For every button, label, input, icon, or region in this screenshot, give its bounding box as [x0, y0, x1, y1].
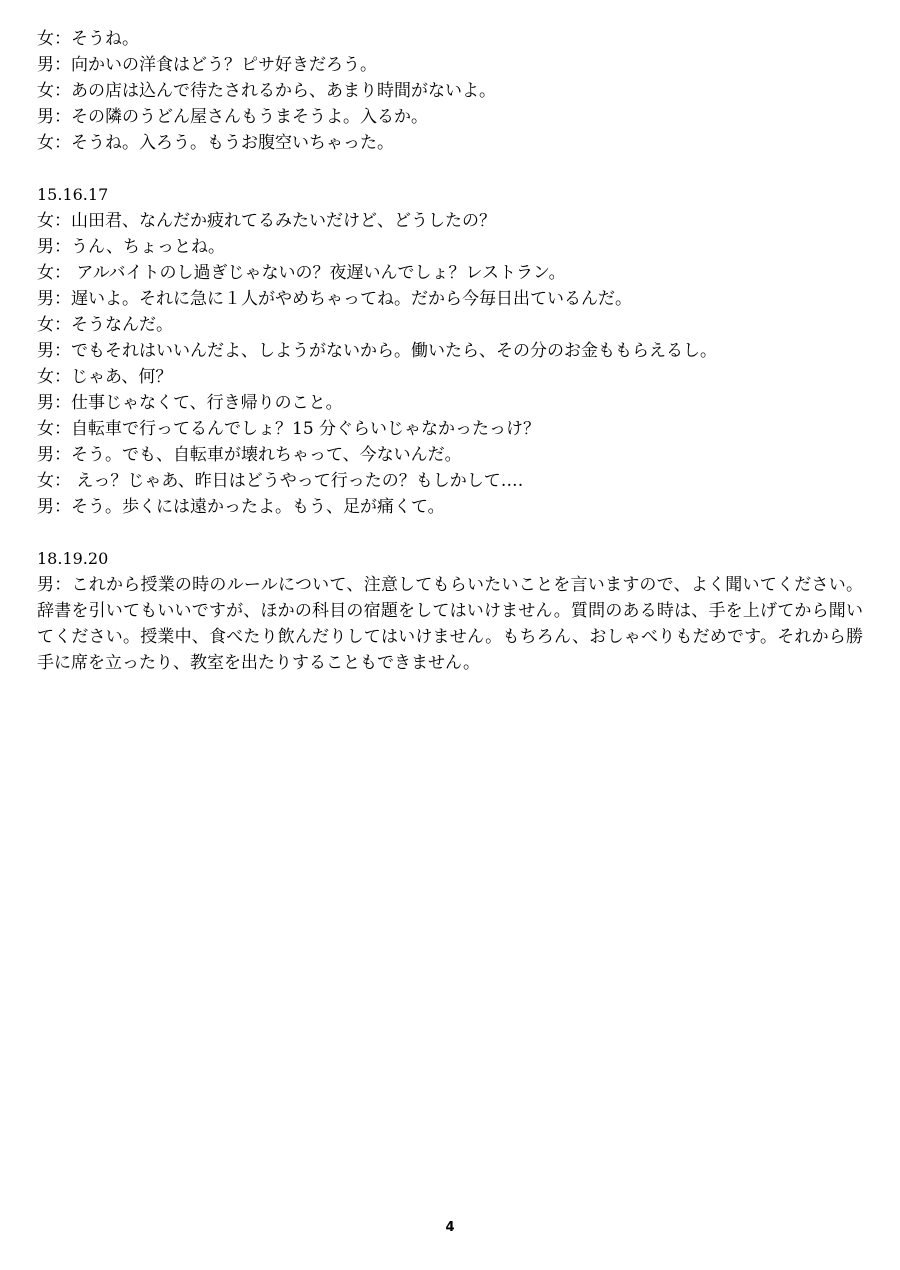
- dialogue-line: 男：遅いよ。それに急に１人がやめちゃってね。だから今毎日出ているんだ。: [37, 289, 632, 309]
- dialogue-line: 女：自転車で行ってるんでしょ？15 分ぐらいじゃなかったっけ？: [37, 419, 541, 439]
- dialogue-line: 女：あの店は込んで待たされるから、あまり時間がないよ。: [37, 81, 496, 101]
- dialogue-line: 男：向かいの洋食はどう？ピサ好きだろう。: [37, 55, 377, 75]
- dialogue-line: 男：そう。でも、自転車が壊れちゃって、今ないんだ。: [37, 445, 462, 465]
- dialogue-line: 男：うん、ちょっとね。: [37, 237, 226, 257]
- dialogue-line: 女：そうね。入ろう。もうお腹空いちゃった。: [37, 133, 394, 153]
- dialogue-line: 女： アルバイトのし過ぎじゃないの？夜遅いんでしょ？レストラン。: [37, 263, 566, 283]
- monologue-paragraph: 男：これから授業の時のルールについて、注意してもらいたいことを言いますので、よく聞いてください。辞書を引いてもいいですが、ほかの科目の宿題をしてはいけません。質問のある時は、手を上げてから聞いてください。授業中、食べたり飲んだりしてはいけません。もちろん、おしゃべりもだめです。それから勝手に席を立ったり、教室を出たりすることもできません。: [37, 575, 863, 673]
- question-numbers-heading: 15.16.17: [37, 185, 109, 204]
- document-page: [37, 26, 863, 702]
- page-number: 4: [445, 1220, 455, 1235]
- dialogue-line: 女：じゃあ、何？: [37, 367, 173, 387]
- dialogue-line: 男：仕事じゃなくて、行き帰りのこと。: [37, 393, 343, 413]
- dialogue-section-2: [37, 182, 863, 520]
- dialogue-line: 女： えっ？じゃあ、昨日はどうやって行ったの？もしかして‥‥: [37, 471, 524, 491]
- dialogue-line: 女：そうね。: [37, 29, 139, 49]
- monologue-section-3: [37, 546, 863, 676]
- dialogue-line: 男：その隣のうどん屋さんもうまそうよ。入るか。: [37, 107, 428, 127]
- dialogue-section-1: [37, 26, 863, 156]
- dialogue-line: 男：そう。歩くには遠かったよ。もう、足が痛くて。: [37, 497, 445, 517]
- question-numbers-heading: 18.19.20: [37, 549, 109, 568]
- dialogue-line: 女：山田君、なんだか疲れてるみたいだけど、どうしたの？: [37, 211, 496, 231]
- dialogue-line: 男：でもそれはいいんだよ、しようがないから。働いたら、その分のお金ももらえるし。: [37, 341, 717, 361]
- dialogue-line: 女：そうなんだ。: [37, 315, 173, 335]
